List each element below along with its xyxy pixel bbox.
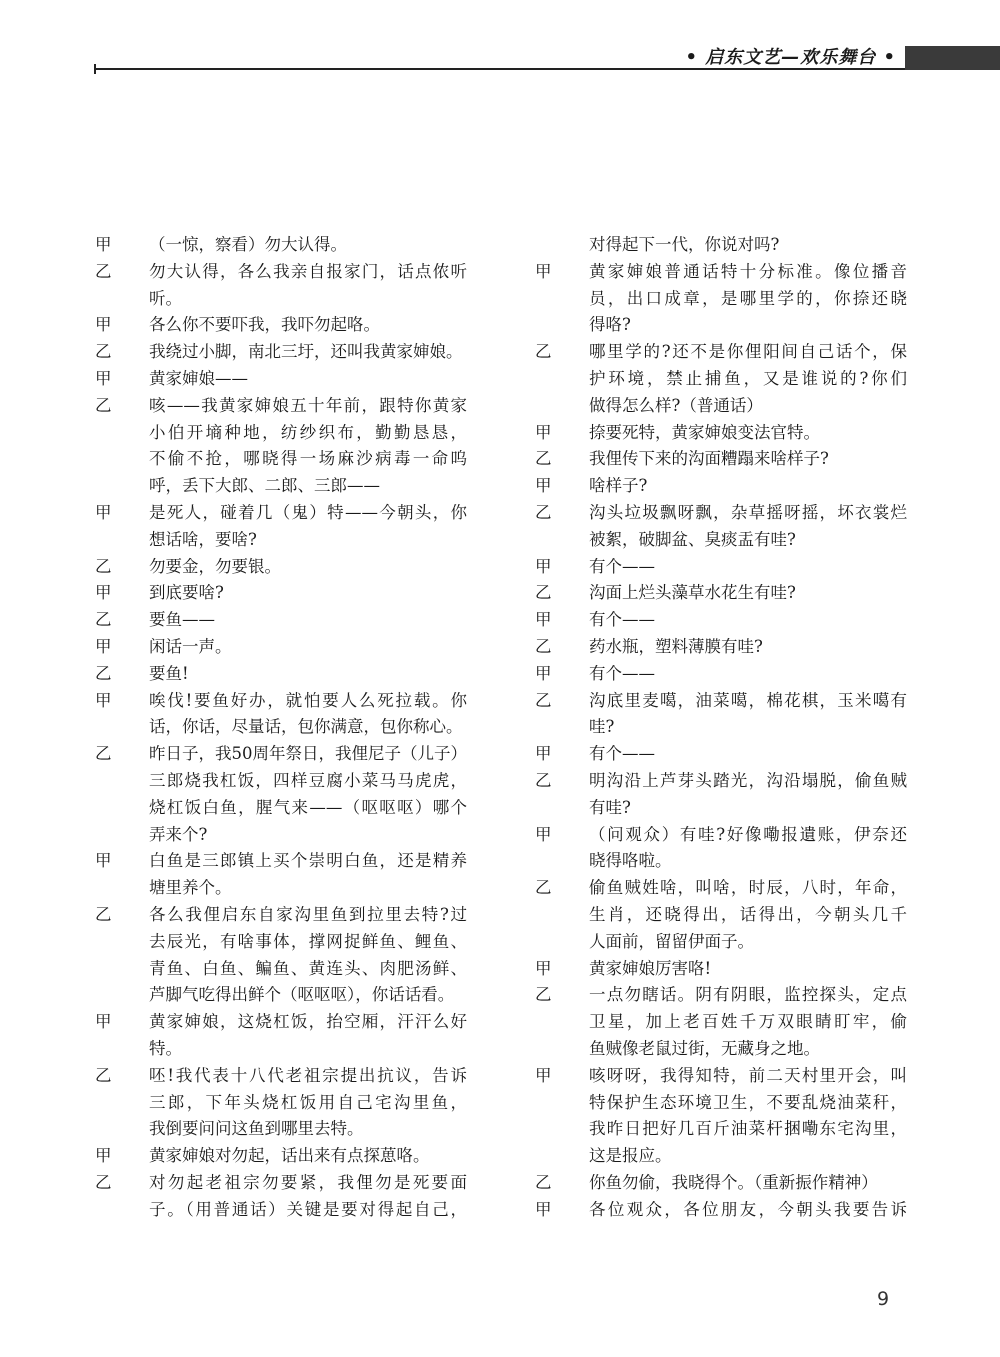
header-dark-tab [905,46,1000,70]
right-column [535,232,907,1223]
dialogue-text: 药水瓶，塑料薄膜有哇? [589,636,763,656]
dialogue-text: 去辰光，有啥事体，撑网捉鲜鱼、鲤鱼、 [149,931,467,951]
speaker-label: 甲 [535,663,552,683]
dialogue-text: 咳——我黄家婶娘五十年前，跟特你黄家 [149,395,467,415]
dialogue-text: （问观众）有哇?好像嘞报遺账，伊奈还 [589,824,907,844]
dialogue-line [95,688,467,715]
dialogue-line [95,848,467,875]
dialogue-text: （一惊，察看）勿大认得。 [149,235,347,254]
dialogue-text: 各么你不要吓我，我吓勿起咯。 [149,315,380,335]
speaker-label: 甲 [95,1012,112,1032]
dialogue-line [535,473,907,500]
dialogue-line [95,1090,467,1117]
speaker-label: 乙 [95,342,112,362]
dialogue-text: 护环境，禁止捕鱼，又是谁说的?你们 [589,368,907,388]
dialogue-line [535,634,907,661]
dialogue-text: 青鱼、白鱼、鳊鱼、黄连头、肉肥汤鲜、 [149,958,467,978]
dialogue-line [95,420,467,447]
dialogue-line [95,312,467,339]
dialogue-line [95,1170,467,1197]
dialogue-line [535,661,907,688]
dialogue-line [535,956,907,983]
dialogue-text: 黄家婶娘—— [149,368,248,388]
dialogue-text: 黄家婶娘，这烧杠饭，抬空厢，汗汗么好 [149,1012,467,1032]
dialogue-text: 黄家婶娘普通话特十分标准。像位播音 [589,261,907,281]
dialogue-line [95,446,467,473]
dialogue-text: 沟底里麦噶，油菜噶，棉花棋，玉米噶有 [589,690,907,710]
dialogue-text: 沟头垃圾飘呀飘，杂草摇呀摇，坏衣裳烂 [589,502,907,522]
dialogue-line [535,768,907,795]
dialogue-text: 有个—— [589,556,655,576]
dialogue-line [535,822,907,849]
dialogue-text: 塘里养个。 [149,878,232,898]
speaker-label: 甲 [535,261,552,281]
speaker-label: 乙 [535,1172,552,1192]
dialogue-text: 特保护生态环境卫生，不要乱烧油菜秆， [589,1092,907,1112]
dialogue-text: 黄家婶娘厉害咯! [589,958,712,978]
speaker-label: 乙 [95,1172,112,1192]
dialogue-line [95,286,467,313]
dialogue-text: 卫星，加上老百姓千万双眼睛盯牢，偷 [589,1012,907,1032]
dialogue-line [95,982,467,1009]
dialogue-line [95,822,467,849]
dialogue-line [535,500,907,527]
dialogue-line [95,1143,467,1170]
dialogue-line [535,1197,907,1224]
dialogue-line [95,714,467,741]
dialogue-line [95,366,467,393]
dialogue-text: 得咯? [589,315,631,335]
dialogue-text: 做得怎么样?（普通话） [589,395,763,415]
dialogue-line [95,554,467,581]
header-rule-tick [94,64,96,74]
speaker-label: 甲 [535,476,552,496]
dialogue-text: 有哇? [589,797,631,817]
dialogue-line [535,929,907,956]
dialogue-text: 这是报应。 [589,1146,672,1166]
dialogue-text: 人面前，留留伊面子。 [589,931,754,951]
dialogue-text: 啥样子? [589,476,648,496]
dialogue-text: 白鱼是三郎镇上买个崇明白鱼，还是精养 [149,851,467,871]
dialogue-text: 芦脚气吃得出鲜个（呕呕呕），你话话看。 [149,985,455,1005]
dialogue-text: 有个—— [589,663,655,683]
speaker-label: 甲 [95,502,112,522]
dialogue-line [95,1197,467,1224]
dialogue-line [535,420,907,447]
dialogue-text: 是死人，碰着几（鬼）特——今朝头，你 [149,502,467,522]
dialogue-line [95,393,467,420]
dialogue-line [535,312,907,339]
dialogue-line [535,1116,907,1143]
dialogue-text: 生肖，还晓得出，话得出，今朝头几千 [589,904,907,924]
dialogue-text: 闲话一声。 [149,636,232,656]
dialogue-text: 一点勿瞎话。阴有阴眼，监控探头，定点 [589,985,907,1005]
page-number: 9 [877,1288,890,1310]
speaker-label: 甲 [535,744,552,764]
dialogue-line [95,232,467,259]
dialogue-text: 对勿起老祖宗勿要紧，我俚勿是死要面 [149,1172,467,1192]
speaker-label: 甲 [95,235,112,254]
dialogue-line [535,1036,907,1063]
dialogue-line [95,875,467,902]
dialogue-text: 到底要啥? [149,583,224,603]
speaker-label: 甲 [95,690,112,710]
dialogue-line [95,902,467,929]
dialogue-line [95,741,467,768]
speaker-label: 乙 [535,502,552,522]
speaker-label: 乙 [535,690,552,710]
speaker-label: 乙 [95,744,112,764]
dialogue-line [95,580,467,607]
dialogue-line [95,607,467,634]
dialogue-line [95,339,467,366]
dialogue-text: 捺要死特，黄家婶娘变法官特。 [589,422,820,442]
speaker-label: 甲 [535,958,552,978]
dialogue-line [535,527,907,554]
dialogue-line [535,339,907,366]
dialogue-text: 要鱼! [149,663,189,683]
left-column [95,232,467,1223]
speaker-label: 甲 [95,368,112,388]
dialogue-text: 黄家婶娘对勿起，话出来有点探葸咯。 [149,1146,430,1166]
dialogue-line [535,393,907,420]
dialogue-text: 各位观众，各位朋友，今朝头我要告诉 [589,1199,907,1219]
speaker-label: 乙 [535,342,552,362]
dialogue-line [535,795,907,822]
dialogue-text: 员，出口成章，是哪里学的，你捺还晓 [589,288,907,308]
dialogue-line [95,259,467,286]
dialogue-text: 想话啥，要啥? [149,529,257,549]
speaker-label: 乙 [535,770,552,790]
dialogue-line [535,232,907,259]
dialogue-text: 小伯开墒种地，纺纱织布，勤勤恳恳， [149,422,467,442]
dialogue-line [535,982,907,1009]
dialogue-text: 被絮，破脚盆、臭痰盂有哇? [589,529,796,549]
dialogue-text: 呼，丢下大郎、二郎、三郎—— [149,476,380,496]
dialogue-text: 各么我俚启东自家沟里鱼到拉里去特?过 [149,904,467,924]
dialogue-text: 要鱼—— [149,610,215,630]
dialogue-text: 三郎，下年头烧杠饭用自己宅沟里鱼， [149,1092,467,1112]
speaker-label: 甲 [535,422,552,442]
dialogue-line [535,1009,907,1036]
dialogue-line [535,1063,907,1090]
speaker-label: 乙 [95,261,112,281]
dialogue-text: 我昨日把好几百斤油菜杆捆嘞东宅沟里， [589,1119,907,1139]
dialogue-text: 三郎烧我杠饭，四样豆腐小菜马马虎虎， [149,770,467,790]
dialogue-line [535,902,907,929]
speaker-label: 甲 [535,824,552,844]
dialogue-text: 我俚传下来的沟面糟蹋来啥样子? [589,449,829,469]
dialogue-text: 你鱼勿偷，我晓得个。（重新振作精神） [589,1172,878,1192]
dialogue-text: 鱼贼像老鼠过街，无藏身之地。 [589,1038,820,1058]
speaker-label: 乙 [95,1065,112,1085]
speaker-label: 甲 [95,1146,112,1166]
dialogue-line [535,554,907,581]
dialogue-text: 呸!我代表十八代老祖宗提出抗议，告诉 [149,1065,467,1085]
speaker-label: 甲 [535,1065,552,1085]
dialogue-line [95,473,467,500]
header-rule [95,68,905,70]
dialogue-line [535,366,907,393]
dialogue-line [535,1170,907,1197]
dialogue-text: 我倒要问问这鱼到哪里去特。 [149,1119,364,1139]
speaker-label: 乙 [535,583,552,603]
dialogue-text: 勿要金，勿要银。 [149,556,281,576]
dialogue-line [535,259,907,286]
speaker-label: 乙 [95,904,112,924]
speaker-label: 乙 [95,395,112,415]
running-header-title: • 启东文艺—欢乐舞台 • [685,47,896,68]
dialogue-line [95,1116,467,1143]
dialogue-text: 听。 [149,288,182,308]
dialogue-text: 咳呀呀，我得知特，前二天村里开会，叫 [589,1065,907,1085]
dialogue-text: 哇? [589,717,615,737]
dialogue-text: 对得起下一代，你说对吗? [589,235,780,254]
speaker-label: 甲 [535,556,552,576]
dialogue-line [95,1009,467,1036]
dialogue-text: 勿大认得，各么我亲自报家门，话点侬听 [149,261,467,281]
dialogue-line [535,580,907,607]
speaker-label: 甲 [95,636,112,656]
dialogue-line [535,607,907,634]
dialogue-line [535,286,907,313]
dialogue-text: 弄来个? [149,824,208,844]
speaker-label: 乙 [535,878,552,898]
dialogue-text: 子。（用普通话）关键是要对得起自己， [149,1199,467,1219]
dialogue-text: 不偷不抢，哪晓得一场麻沙病毒一命呜 [149,449,467,469]
dialogue-text: 特。 [149,1038,182,1058]
speaker-label: 乙 [535,636,552,656]
dialogue-text: 昨日子，我50周年祭日，我俚尼子（儿子） [149,744,467,764]
dialogue-text: 哪里学的?还不是你俚阳间自己话个，保 [589,342,907,362]
speaker-label: 乙 [95,610,112,630]
dialogue-line [535,446,907,473]
dialogue-text: 偷鱼贼姓啥，叫啥，时辰，八时，年命， [589,878,907,898]
dialogue-line [95,527,467,554]
dialogue-line [95,661,467,688]
speaker-label: 乙 [535,449,552,469]
speaker-label: 甲 [95,851,112,871]
dialogue-line [535,1090,907,1117]
dialogue-text: 烧杠饭白鱼，腥气来——（呕呕呕）哪个 [149,797,467,817]
dialogue-line [95,768,467,795]
dialogue-line [95,634,467,661]
dialogue-line [95,956,467,983]
dialogue-text: 唉伐!要鱼好办，就怕要人么死拉载。你 [149,690,467,710]
dialogue-line [95,500,467,527]
dialogue-text: 沟面上烂头藻草水花生有哇? [589,583,796,603]
dialogue-line [535,688,907,715]
speaker-label: 甲 [535,1199,552,1219]
dialogue-line [535,714,907,741]
dialogue-text: 有个—— [589,744,655,764]
speaker-label: 乙 [95,556,112,576]
speaker-label: 乙 [95,663,112,683]
speaker-label: 甲 [95,315,112,335]
dialogue-line [95,795,467,822]
speaker-label: 甲 [535,610,552,630]
dialogue-text: 我绕过小脚，南北三圩，还叫我黄家婶娘。 [149,342,463,362]
dialogue-line [535,848,907,875]
dialogue-text: 晓得咯啦。 [589,851,672,871]
dialogue-line [535,741,907,768]
speaker-label: 甲 [95,583,112,603]
dialogue-text: 话，你话，尽量话，包你满意，包你称心。 [149,717,463,737]
dialogue-line [535,1143,907,1170]
speaker-label: 乙 [535,985,552,1005]
dialogue-line [95,1036,467,1063]
dialogue-line [95,929,467,956]
dialogue-line [95,1063,467,1090]
dialogue-text: 有个—— [589,610,655,630]
dialogue-text: 明沟沿上芦芽头踏光，沟沿塌脱，偷鱼贼 [589,770,907,790]
dialogue-line [535,875,907,902]
